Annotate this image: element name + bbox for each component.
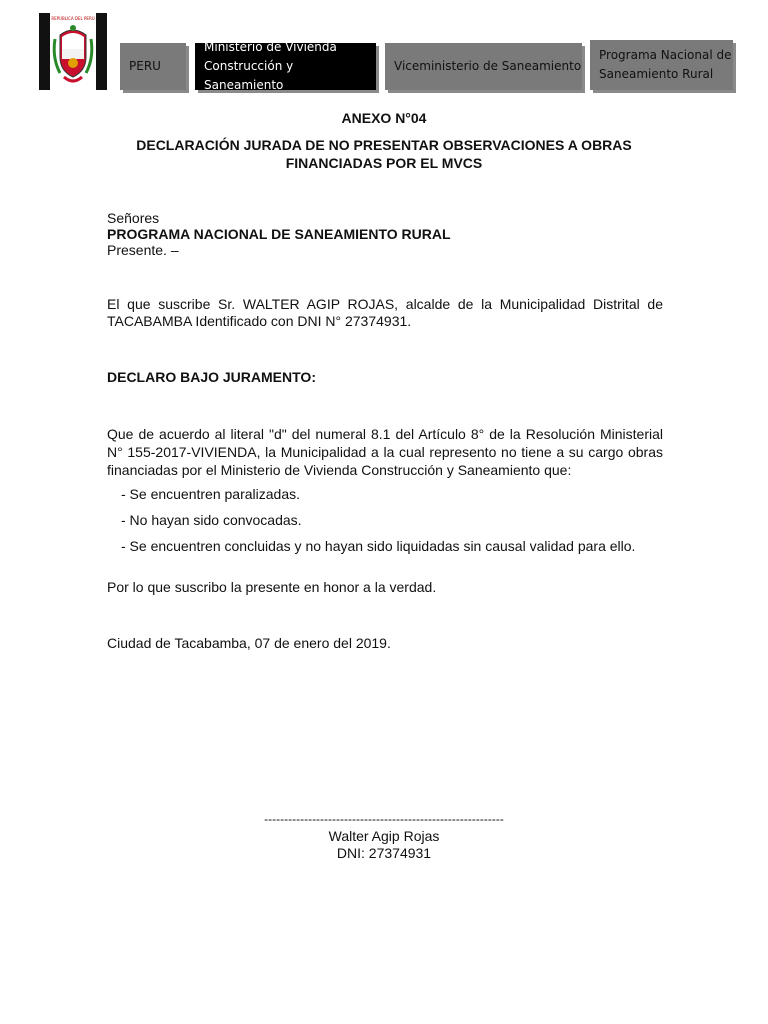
header-peru-label: PERU [129, 59, 161, 73]
document-title-line1: DECLARACIÓN JURADA DE NO PRESENTAR OBSERVACIONES A OBRAS [136, 137, 632, 153]
annex-title: ANEXO N°04 [341, 110, 427, 126]
body-paragraph: Que de acuerdo al literal "d" del numeral 8.1 del Artículo 8° de la Resolución Ministerial N° 155-2017-VIVIENDA, la Municipalidad a la cual represento no tiene a su cargo obras financiadas por el Ministerio de Vivienda Construcción y Saneamiento que: [107, 426, 663, 478]
bullet-item: - No hayan sido convocadas. [121, 512, 302, 528]
closing-text: Por lo que suscribo la presente en honor a la verdad. [107, 579, 437, 595]
signer-name: Walter Agip Rojas [328, 828, 440, 844]
peru-emblem [39, 13, 107, 90]
header-ministerio-label: Ministerio de Vivienda Construcción y Saneamiento [204, 40, 337, 92]
place-date: Ciudad de Tacabamba, 07 de enero del 2019. [107, 635, 391, 651]
signer-dni: DNI: 27374931 [336, 845, 432, 861]
coat-of-arms-icon [50, 13, 96, 90]
salutation: Señores [107, 210, 160, 226]
header-programa-label: Programa Nacional de Saneamiento Rural [599, 48, 732, 81]
signature-line: ------------------------------------------------------------ [264, 812, 504, 826]
intro-paragraph: El que suscribe Sr. WALTER AGIP ROJAS, alcalde de la Municipalidad Distrital de TACABAMBA Identificado con DNI N° 27374931. [107, 296, 663, 329]
header-viceministerio-label: Viceministerio de Saneamiento [394, 59, 582, 73]
recipient: PROGRAMA NACIONAL DE SANEAMIENTO RURAL [107, 226, 451, 242]
header-programa-box [590, 40, 733, 90]
bullet-item: - Se encuentren concluidas y no hayan sido liquidadas sin causal validad para ello. [121, 538, 636, 554]
header-ministerio-box [195, 40, 376, 92]
document-title-line2: FINANCIADAS POR EL MVCS [285, 155, 483, 171]
emblem-label: REPÚBLICA DEL PERÚ [51, 16, 95, 21]
bullet-item: - Se encuentren paralizadas. [121, 486, 300, 502]
header-peru-box [120, 43, 186, 90]
header-viceministerio-box [385, 43, 582, 90]
declare-heading: DECLARO BAJO JURAMENTO: [107, 369, 316, 385]
presente: Presente. – [107, 242, 179, 258]
